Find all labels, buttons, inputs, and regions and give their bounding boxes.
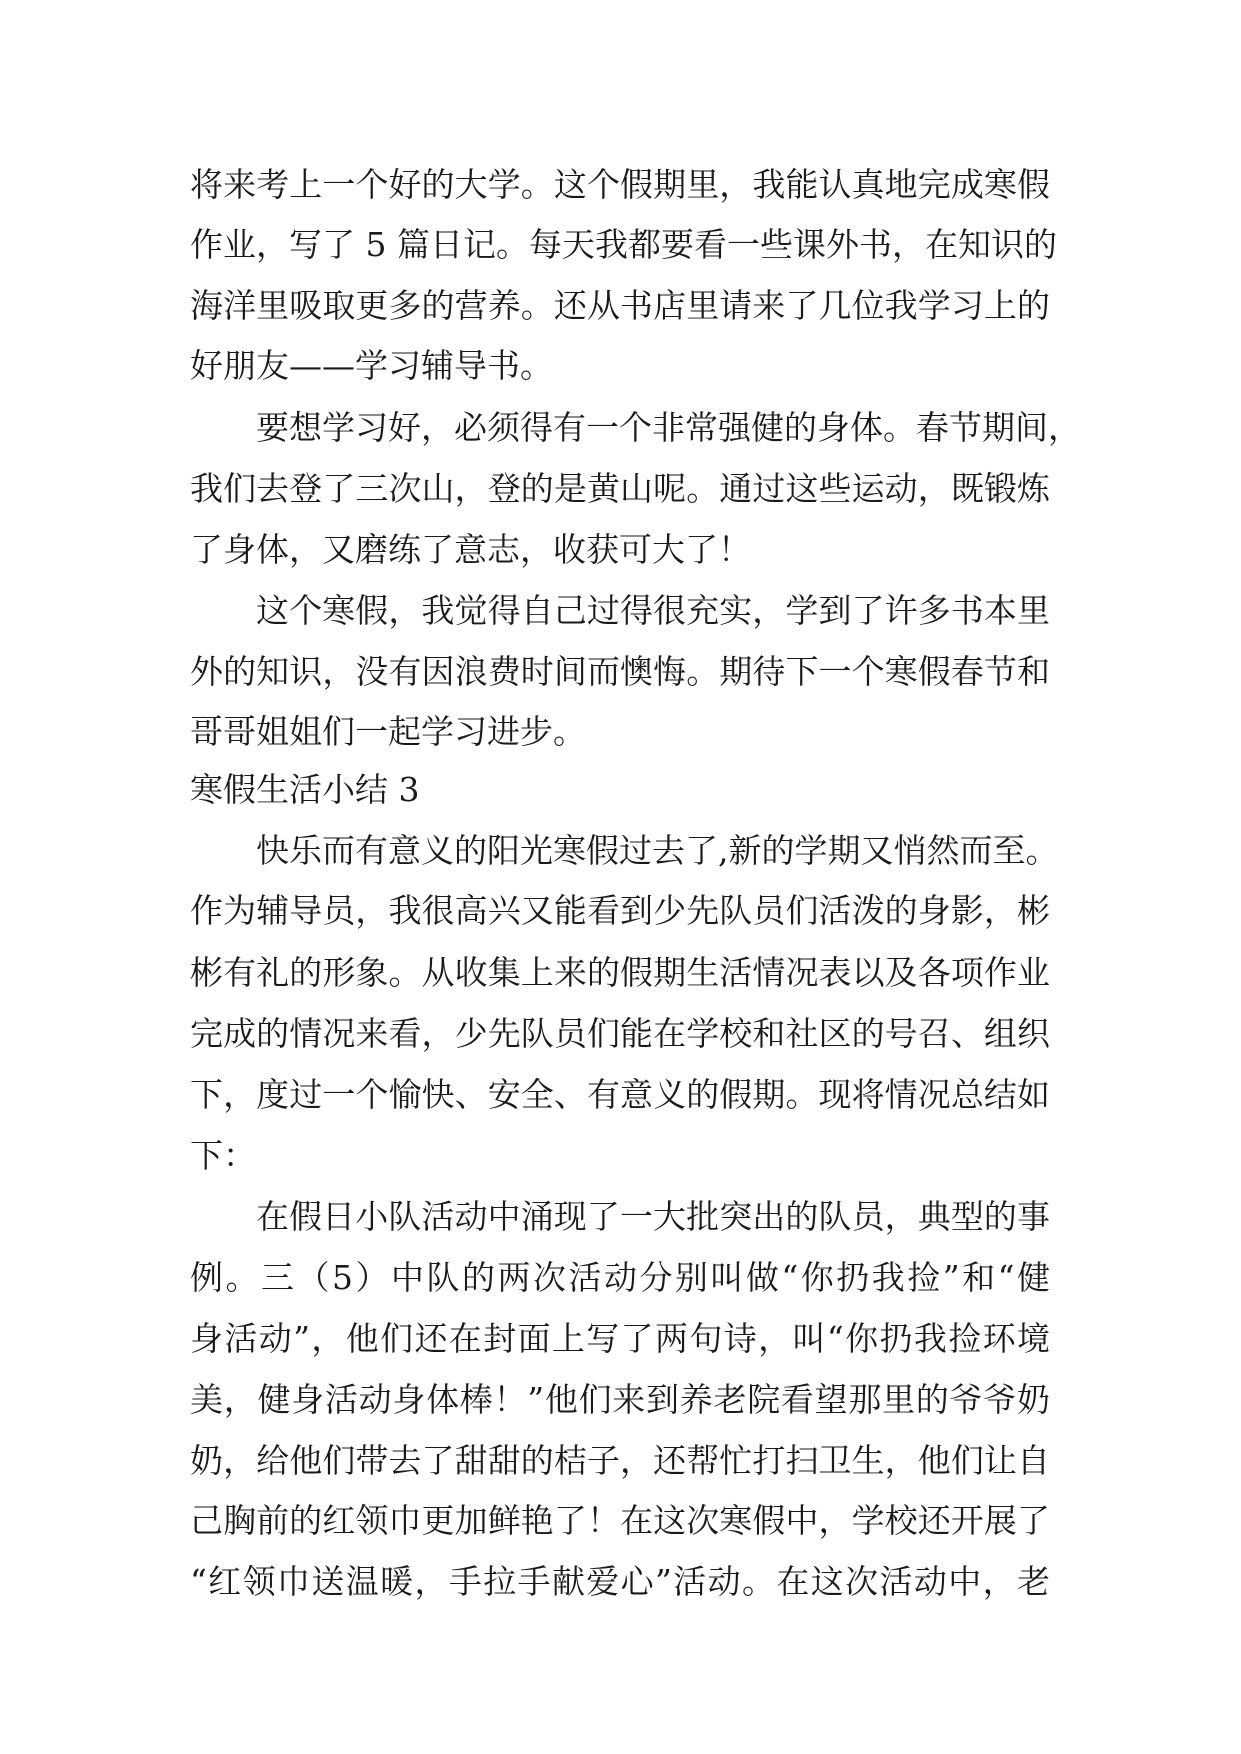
paragraph-3-line-1: 这个寒假，我觉得自己过得很充实，学到了许多书本里 [256,591,1050,630]
paragraph-4-line-5: 下，度过一个愉快、安全、有意义的假期。现将情况总结如 [190,1075,1050,1114]
paragraph-5-line-5: 奶，给他们带去了甜甜的桔子，还帮忙打扫卫生，他们让自 [190,1441,1050,1480]
paragraph-4-line-1: 快乐而有意义的阳光寒假过去了,新的学期又悄然而至。 [256,831,1059,870]
paragraph-2-line-2: 我们去登了三次山，登的是黄山呢。通过这些运动，既锻炼 [190,469,1050,508]
paragraph-5-line-6: 己胸前的红领巾更加鲜艳了！在这次寒假中，学校还开展了 [190,1501,1050,1540]
paragraph-1-line-4: 好朋友——学习辅导书。 [190,346,553,385]
paragraph-1-line-1: 将来考上一个好的大学。这个假期里，我能认真地完成寒假 [190,165,1050,204]
paragraph-3-line-2: 外的知识，没有因浪费时间而懊悔。期待下一个寒假春节和 [190,652,1050,691]
paragraph-5-line-2: 例。三（5）中队的两次活动分别叫做“你扔我捡”和“健 [190,1258,1050,1297]
paragraph-4-line-6: 下： [190,1136,256,1175]
paragraph-4-line-3: 彬有礼的形象。从收集上来的假期生活情况表以及各项作业 [190,953,1050,992]
paragraph-5-line-4: 美，健身活动身体棒！”他们来到养老院看望那里的爷爷奶 [190,1380,1050,1419]
paragraph-5-line-7: “红领巾送温暖，手拉手献爱心”活动。在这次活动中，老 [190,1562,1050,1601]
paragraph-5-line-3: 身活动”，他们还在封面上写了两句诗，叫“你扔我捡环境 [190,1319,1050,1358]
paragraph-3-line-3: 哥哥姐姐们一起学习进步。 [190,712,586,751]
section-heading: 寒假生活小结 3 [190,770,420,809]
paragraph-5-line-1: 在假日小队活动中涌现了一大批突出的队员，典型的事 [256,1197,1050,1236]
paragraph-2-line-3: 了身体，又磨练了意志，收获可大了！ [190,530,751,569]
paragraph-4-line-4: 完成的情况来看，少先队员们能在学校和社区的号召、组织 [190,1014,1050,1053]
paragraph-1-line-2: 作业，写了 5 篇日记。每天我都要看一些课外书，在知识的 [190,225,1057,264]
paragraph-1-line-3: 海洋里吸取更多的营养。还从书店里请来了几位我学习上的 [190,286,1050,325]
paragraph-4-line-2: 作为辅导员，我很高兴又能看到少先队员们活泼的身影，彬 [190,891,1050,930]
paragraph-2-line-1: 要想学习好，必须得有一个非常强健的身体。春节期间， [256,408,1081,447]
